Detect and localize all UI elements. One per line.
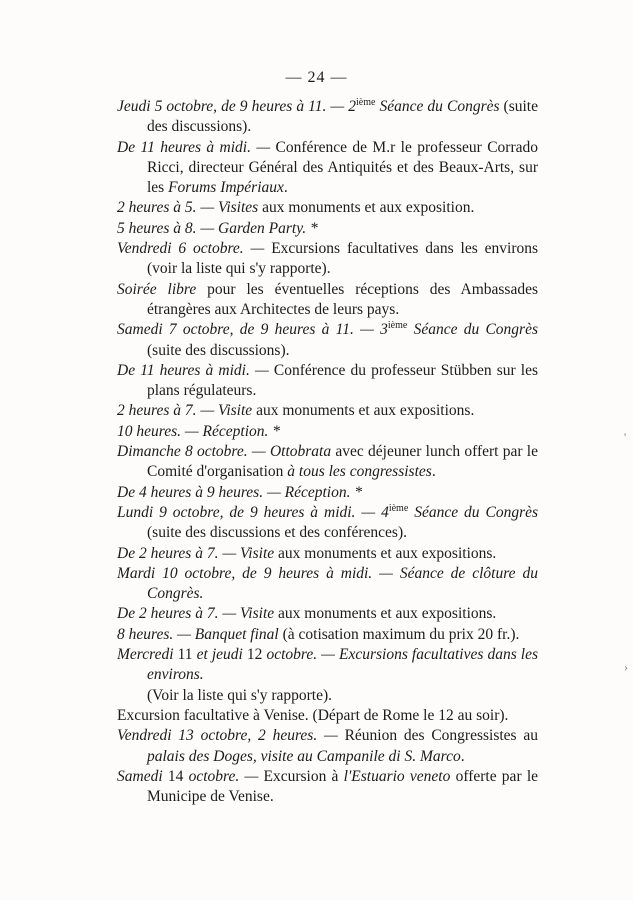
entry-visite-mardi: De 2 heures à 7. — Visite aux monuments et aux expositions. bbox=[117, 605, 497, 623]
entry-mardi-10: Mardi 10 octobre, de 9 heures à midi. — Séance de clôture du Congrès. bbox=[117, 564, 538, 603]
entry-garden-party: 5 heures à 8. — Garden Party. * bbox=[117, 219, 318, 237]
entry-reception-10h: 10 heures. — Réception. * bbox=[117, 422, 280, 440]
entry-banquet-final: 8 heures. — Banquet final (à cotisation maximum du prix 20 fr.). bbox=[117, 625, 520, 643]
entry-visites-2-5: 2 heures à 5. — Visites aux monuments et aux exposition. bbox=[117, 199, 475, 217]
entry-visite-lundi: De 2 heures à 7. — Visite aux monuments et aux expositions. bbox=[117, 544, 497, 562]
page-number: — 24 — bbox=[285, 69, 348, 86]
entry-vendredi-13: Vendredi 13 octobre, 2 heures. — Réunion des Congressistes au palais des Doges, visite au Campanile di S. Marco. bbox=[117, 727, 538, 765]
entry-reception-4-9: De 4 heures à 9 heures. — Réception. * bbox=[117, 483, 363, 501]
entry-conference-stubben: De 11 heures à midi. — Conférence du professeur Stübben sur les plans régulateurs. bbox=[117, 361, 538, 400]
entry-samedi-7: Samedi 7 octobre, de 9 heures à 11. — 3ième Séance du Congrès (suite des discussions). bbox=[117, 320, 538, 359]
entry-mercredi-jeudi: Mercredi 11 et jeudi 12 octobre. — Excursions facultatives dans les environs. bbox=[117, 646, 539, 684]
entry-jeudi-5: Jeudi 5 octobre, de 9 heures à 11. — 2ième Séance du Congrès (suite des discussions). bbox=[117, 96, 538, 136]
entry-dimanche-8: Dimanche 8 octobre. — Ottobrata avec déjeuner lunch offert par le Comité d'organisation à tous les congressistes. bbox=[117, 443, 538, 481]
entry-conference-ricci: De 11 heures à midi. — Conférence de M.r le professeur Corrado Ricci, directeur Général des Antiquités et des Beaux-Arts, sur les Forums Impériaux. bbox=[117, 138, 538, 197]
programme-text bbox=[117, 97, 538, 807]
entry-samedi-14: Samedi 14 octobre. — Excursion à l'Estuario veneto offerte par le Municipe de Venise. bbox=[117, 767, 539, 806]
entry-soiree-libre: Soirée libre pour les éventuelles réceptions des Ambassades étrangères aux Architectes de leurs pays. bbox=[117, 280, 539, 318]
margin-mark: ' bbox=[624, 430, 627, 444]
margin-mark: › bbox=[624, 660, 628, 674]
entry-visite-2-7: 2 heures à 7. — Visite aux monuments et aux expositions. bbox=[117, 402, 475, 420]
entry-lundi-9: Lundi 9 octobre, de 9 heures à midi. — 4ième Séance du Congrès (suite des discussions et des conférences). bbox=[117, 502, 539, 542]
entry-excursion-venise: Excursion facultative à Venise. (Départ de Rome le 12 au soir). bbox=[117, 706, 509, 724]
entry-voir-liste: (Voir la liste qui s'y rapporte). bbox=[147, 686, 333, 704]
entry-vendredi-6: Vendredi 6 octobre. — Excursions facultatives dans les environs (voir la liste qui s'y rapporte). bbox=[117, 240, 539, 278]
